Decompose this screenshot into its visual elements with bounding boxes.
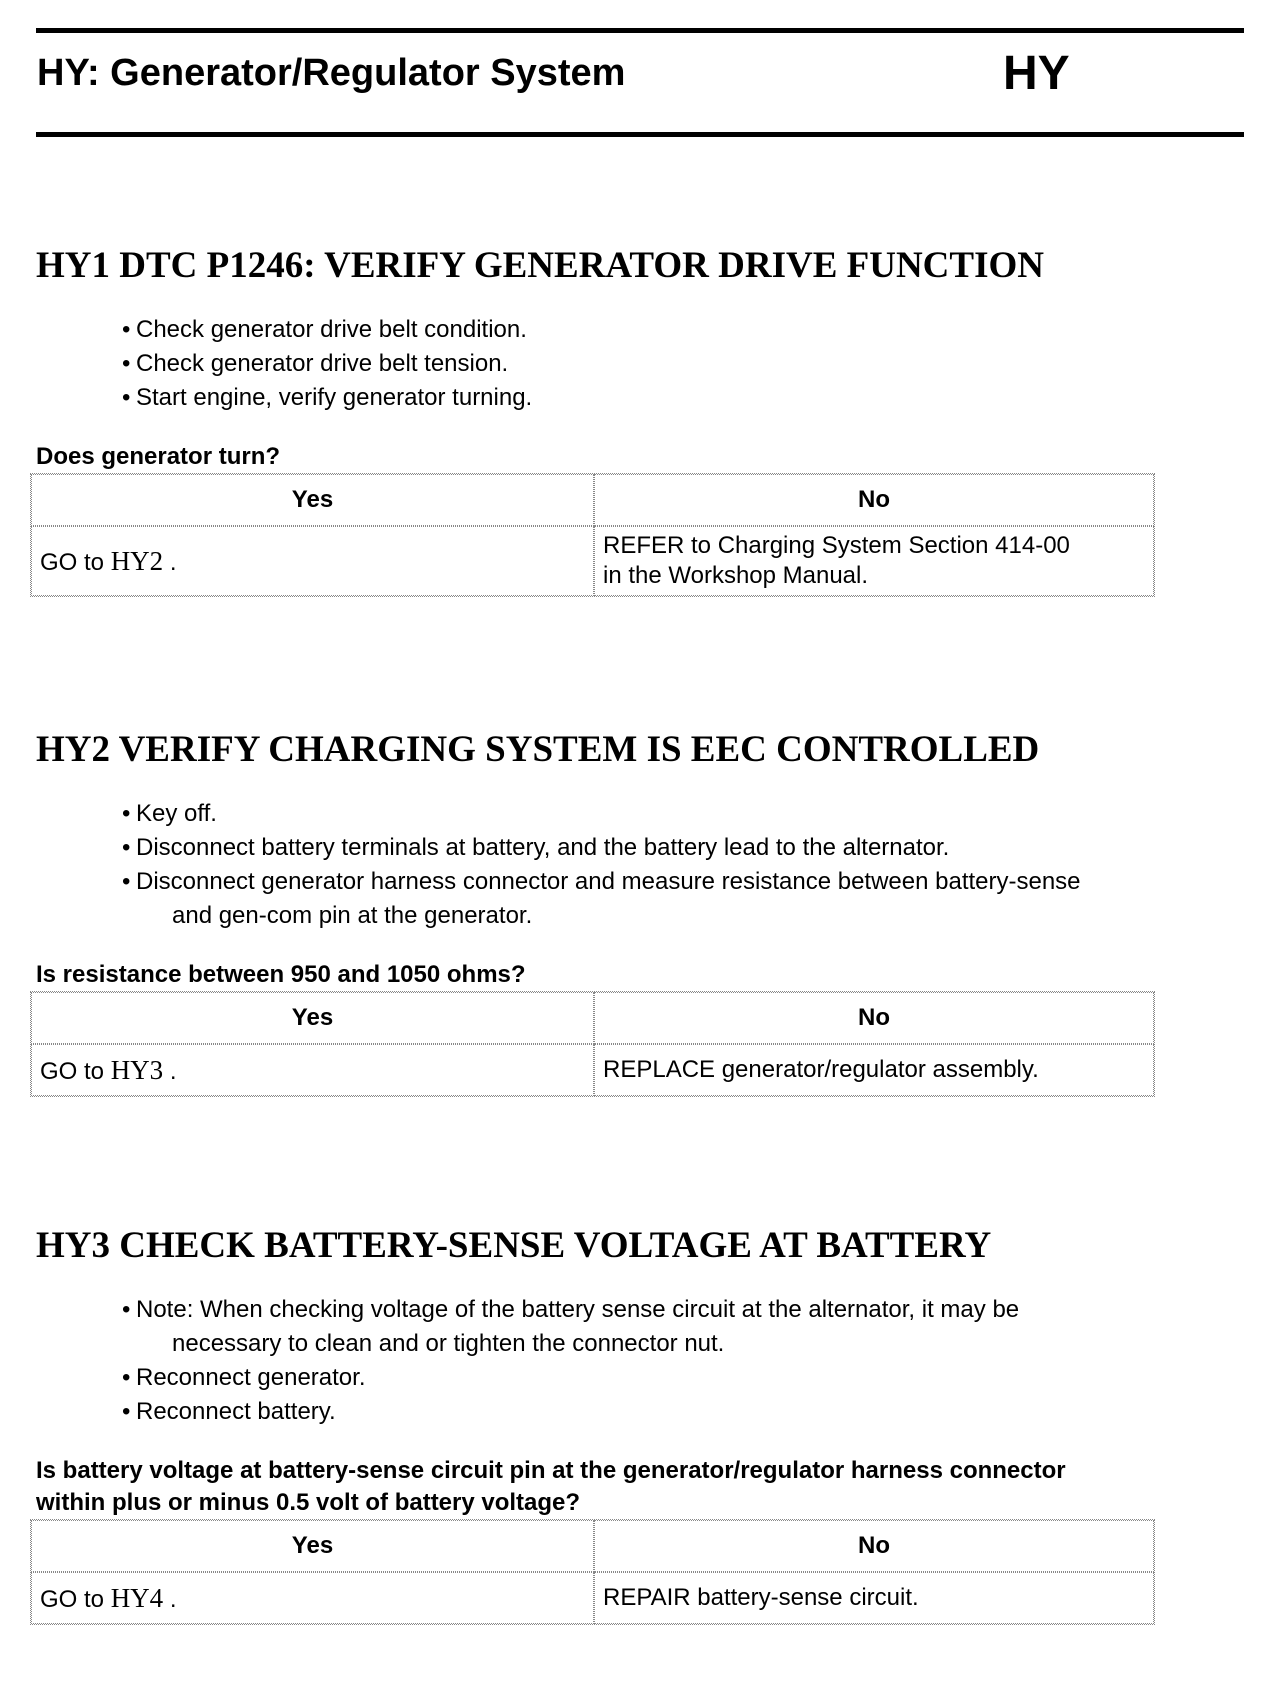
no-header: No: [594, 474, 1154, 526]
decision-table: [30, 991, 1155, 1097]
question: Does generator turn?: [36, 443, 281, 470]
section-title: HY3 CHECK BATTERY-SENSE VOLTAGE AT BATTERY: [36, 1225, 992, 1266]
step-item: • Note: When checking voltage of the battery sense circuit at the alternator, it may be necessary to clean and or tighten the connector nut.: [122, 1293, 1246, 1361]
yes-header: Yes: [31, 1520, 594, 1572]
goto-link-hy3[interactable]: HY3: [110, 1054, 164, 1085]
step-item: • Disconnect generator harness connector and measure resistance between battery-sense and gen-com pin at the generator.: [122, 865, 1246, 933]
step-list: [36, 313, 1246, 415]
yes-action: GO to HY4 .: [31, 1572, 594, 1624]
step-item: • Check generator drive belt tension.: [122, 347, 1246, 381]
step-list: [36, 797, 1246, 933]
step-item: • Key off.: [122, 797, 1246, 831]
section-hy2: [36, 728, 1246, 1097]
question: Is resistance between 950 and 1050 ohms?: [36, 961, 526, 988]
no-action: REFER to Charging System Section 414-00 in the Workshop Manual.: [594, 526, 1154, 596]
yes-header: Yes: [31, 992, 594, 1044]
header-bottom-rule: [36, 132, 1244, 137]
goto-link-hy4[interactable]: HY4: [110, 1582, 164, 1613]
yes-header: Yes: [31, 474, 594, 526]
section-code: HY: [1003, 47, 1070, 100]
no-action: REPAIR battery-sense circuit.: [594, 1572, 1154, 1624]
section-title: HY1 DTC P1246: VERIFY GENERATOR DRIVE FUNCTION: [36, 245, 1044, 286]
section-title: HY2 VERIFY CHARGING SYSTEM IS EEC CONTROLLED: [36, 729, 1040, 770]
no-header: No: [594, 1520, 1154, 1572]
yes-action: GO to HY3 .: [31, 1044, 594, 1096]
header-top-rule: [36, 28, 1244, 33]
decision-table: [30, 1519, 1155, 1625]
page-title: HY: Generator/Regulator System: [37, 52, 626, 94]
decision-table: [30, 473, 1155, 597]
yes-action: GO to HY2 .: [31, 526, 594, 596]
question: Is battery voltage at battery-sense circuit pin at the generator/regulator harness connector within plus or minus 0.5 volt of battery voltage?: [36, 1457, 1066, 1516]
section-hy1: [36, 244, 1246, 597]
goto-link-hy2[interactable]: HY2: [110, 545, 164, 576]
no-action: REPLACE generator/regulator assembly.: [594, 1044, 1154, 1096]
section-hy3: [36, 1224, 1246, 1625]
step-item: • Reconnect generator.: [122, 1361, 1246, 1395]
step-item: • Disconnect battery terminals at battery, and the battery lead to the alternator.: [122, 831, 1246, 865]
no-header: No: [594, 992, 1154, 1044]
step-item: • Reconnect battery.: [122, 1395, 1246, 1429]
step-item: • Check generator drive belt condition.: [122, 313, 1246, 347]
step-list: [36, 1293, 1246, 1429]
step-item: • Start engine, verify generator turning.: [122, 381, 1246, 415]
